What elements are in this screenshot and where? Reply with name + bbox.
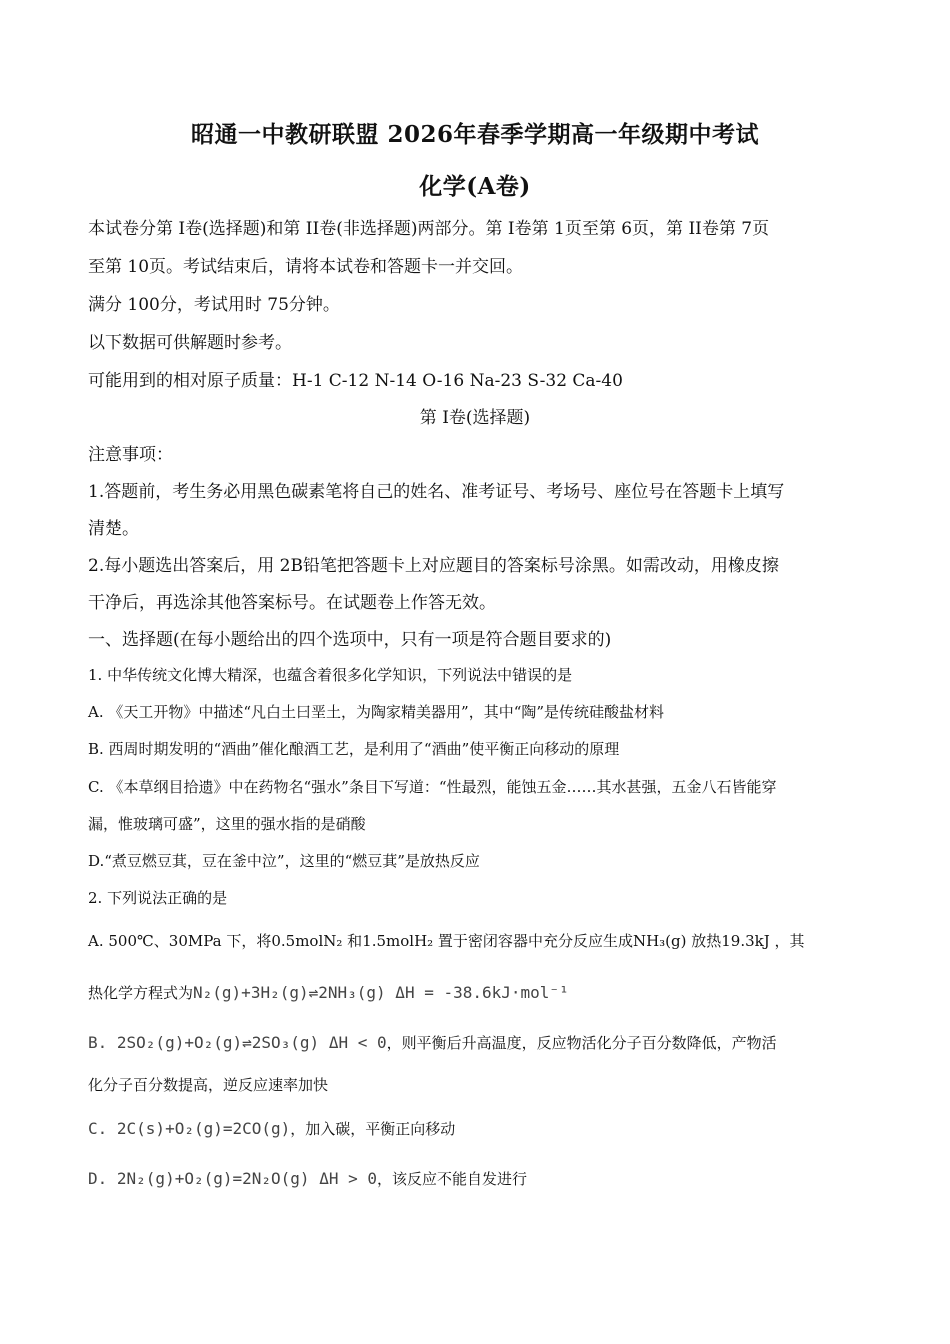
q2-option-d-equation: D. 2N₂(g)+O₂(g)=2N₂O(g) ΔH > 0 — [88, 1169, 377, 1188]
notice-2-line-1: 2.每小题选出答案后，用 2B铅笔把答题卡上对应题目的答案标号涂黑。如需改动，用橡皮擦 — [88, 556, 779, 576]
q2-option-a-line-1: A. 500℃、30MPa 下，将0.5molN₂ 和1.5molH₂ 置于密闭容器中充分反应生成NH₃(g) 放热19.3kJ ，其 — [88, 932, 805, 950]
q2-option-a-text: 热化学方程式为 — [88, 984, 194, 1002]
notice-2-line-2: 干净后，再选涂其他答案标号。在试题卷上作答无效。 — [88, 593, 496, 613]
exam-subtitle: 化学(A卷) — [419, 173, 531, 200]
intro-line-4: 以下数据可供解题时参考。 — [88, 333, 292, 353]
q1-stem: 1. 中华传统文化博大精深，也蕴含着很多化学知识，下列说法中错误的是 — [88, 666, 573, 684]
notice-1-line-1: 1.答题前，考生务必用黑色碳素笔将自己的姓名、准考证号、考场号、座位号在答题卡上填写 — [88, 482, 785, 502]
q2-stem: 2. 下列说法正确的是 — [88, 889, 228, 907]
notice-title: 注意事项： — [88, 445, 173, 465]
q1-option-d: D.“煮豆燃豆萁，豆在釜中泣”，这里的“燃豆萁”是放热反应 — [88, 852, 480, 870]
q2-option-a-equation: N₂(g)+3H₂(g)⇌2NH₃(g) ΔH = -38.6kJ·mol⁻¹ — [193, 983, 569, 1002]
q2-option-b-text: ，则平衡后升高温度，反应物活化分子百分数降低，产物活 — [386, 1034, 777, 1052]
q2-option-a-line-2 — [88, 982, 902, 1003]
q2-option-c-text: ，加入碳，平衡正向移动 — [290, 1120, 456, 1138]
q2-option-b-equation: B. 2SO₂(g)+O₂(g)⇌2SO₃(g) ΔH < 0 — [88, 1033, 387, 1052]
atomic-mass-line: 可能用到的相对原子质量：H-1 C-12 N-14 O-16 Na-23 S-32 Ca-40 — [88, 371, 623, 391]
q2-option-c-equation: C. 2C(s)+O₂(g)=2CO(g) — [88, 1119, 291, 1138]
intro-line-2: 至第 10页。考试结束后，请将本试卷和答题卡一并交回。 — [88, 257, 524, 277]
q1-option-a: A. 《天工开物》中描述“凡白土曰垩土，为陶家精美器用”，其中“陶”是传统硅酸盐材料 — [88, 703, 665, 721]
intro-line-1: 本试卷分第 I卷(选择题)和第 II卷(非选择题)两部分。第 I卷第 1页至第 6页，第 II卷第 7页 — [88, 219, 770, 239]
q1-option-c-line-2: 漏，惟玻璃可盛”，这里的强水指的是硝酸 — [88, 815, 366, 833]
notice-1-line-2: 清楚。 — [88, 519, 139, 539]
q2-option-d-text: ，该反应不能自发进行 — [376, 1170, 527, 1188]
intro-line-3: 满分 100分，考试用时 75分钟。 — [88, 295, 340, 315]
q1-option-c-line-1: C. 《本草纲目拾遗》中在药物名“强水”条目下写道：“性最烈，能蚀五金……其水甚强，五金八石皆能穿 — [88, 778, 777, 796]
part-title: 一、选择题(在每小题给出的四个选项中，只有一项是符合题目要求的) — [88, 630, 612, 650]
q2-option-c — [88, 1118, 902, 1139]
exam-title: 昭通一中教研联盟 2026年春季学期高一年级期中考试 — [190, 121, 760, 148]
q2-option-d — [88, 1168, 902, 1189]
q1-option-b: B. 西周时期发明的“酒曲”催化酿酒工艺，是利用了“酒曲”使平衡正向移动的原理 — [88, 740, 620, 758]
q2-option-b-line-1 — [88, 1032, 902, 1053]
q2-option-b-line-2: 化分子百分数提高，逆反应速率加快 — [88, 1076, 329, 1094]
section-heading: 第 I卷(选择题) — [419, 408, 531, 428]
